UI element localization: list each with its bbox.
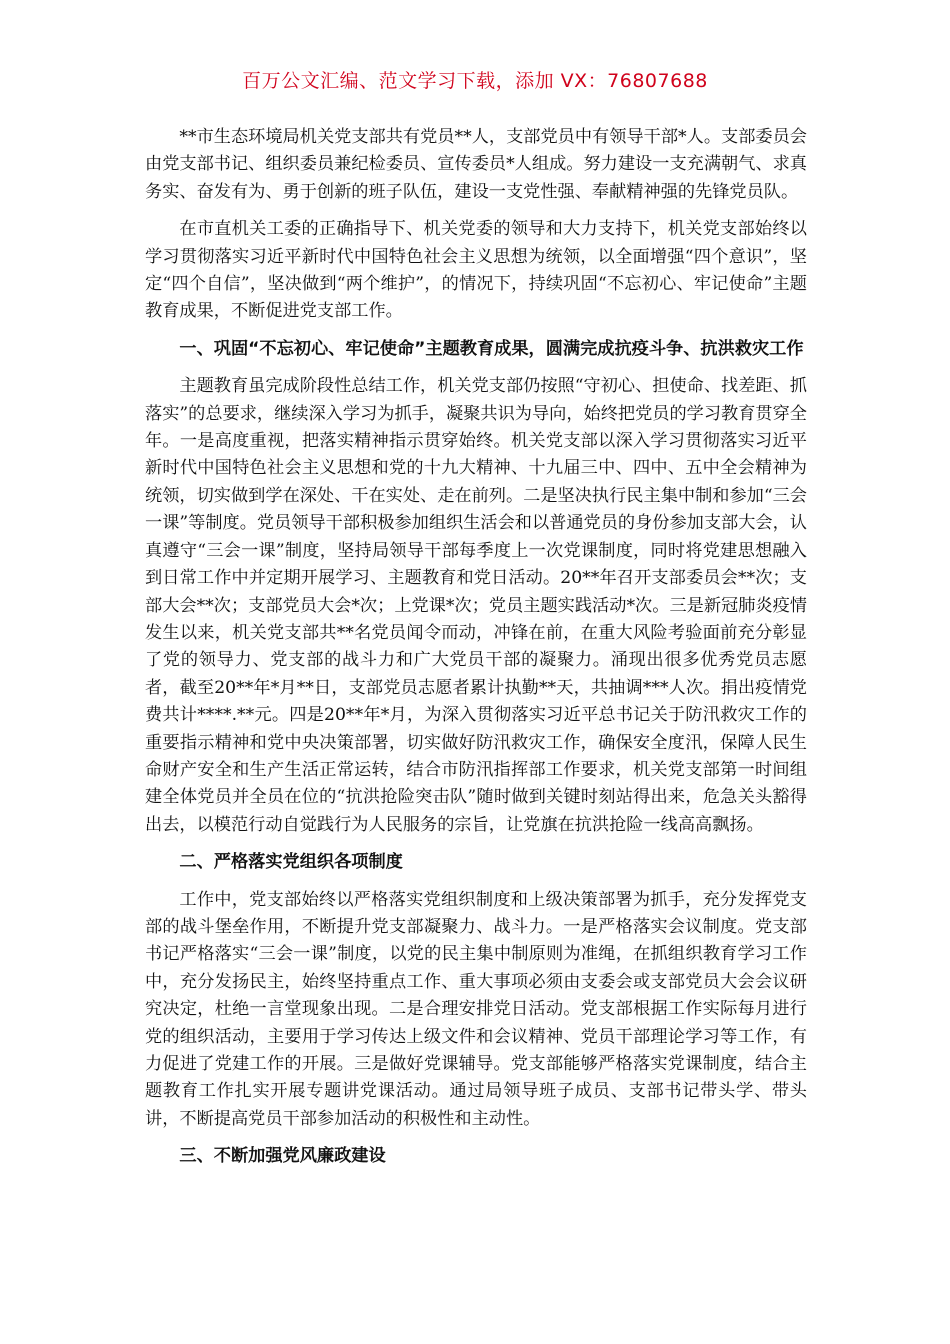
- section-2-body: 工作中，党支部始终以严格落实党组织制度和上级决策部署为抓手，充分发挥党支部的战斗堡垒作用，不断提升党支部凝聚力、战斗力。一是严格落实会议制度。党支部书记严格落实“三会一课”制度，以党的民主集中制原则为准绳，在抓组织教育学习工作中，充分发扬民主，始终坚持重点工作、重大事项必须由支委会或支部党员大会会议研究决定，杜绝一言堂现象出现。二是合理安排党日活动。党支部根据工作实际每月进行党的组织活动，主要用于学习传达上级文件和会议精神、党员干部理论学习等工作，有力促进了党建工作的开展。三是做好党课辅导。党支部能够严格落实党课制度，结合主题教育工作扎实开展专题讲党课活动。通过局领导班子成员、支部书记带头学、带头讲，不断提高党员干部参加活动的积极性和主动性。: [145, 889, 807, 1129]
- context-paragraph: 在市直机关工委的正确指导下、机关党委的领导和大力支持下，机关党支部始终以学习贯彻落实习近平新时代中国特色社会主义思想为统领，以全面增强“四个意识”，坚定“四个自信”，坚决做到“两个维护”，的情况下，持续巩固“不忘初心、牢记使命”主题教育成果，不断促进党支部工作。: [145, 219, 807, 322]
- watermark-header: 百万公文汇编、范文学习下载，添加 VX：76807688: [242, 70, 708, 92]
- intro-paragraph: **市生态环境局机关党支部共有党员**人，支部党员中有领导干部*人。支部委员会由党支部书记、组织委员兼纪检委员、宣传委员*人组成。努力建设一支充满朝气、求真务实、奋发有为、勇于创新的班子队伍，建设一支党性强、奉献精神强的先锋党员队。: [145, 127, 807, 202]
- section-1-body: 主题教育虽完成阶段性总结工作，机关党支部仍按照“守初心、担使命、找差距、抓落实”的总要求，继续深入学习为抓手，凝聚共识为导向，始终把党员的学习教育贯穿全年。一是高度重视，把落实精神指示贯穿始终。机关党支部以深入学习贯彻落实习近平新时代中国特色社会主义思想和党的十九大精神、十九届三中、四中、五中全会精神为统领，切实做到学在深处、干在实处、走在前列。二是坚决执行民主集中制和参加“三会一课”等制度。党员领导干部积极参加组织生活会和以普通党员的身份参加支部大会，认真遵守“三会一课”制度，坚持局领导干部每季度上一次党课制度，同时将党建思想融入到日常工作中并定期开展学习、主题教育和党日活动。20**年召开支部委员会**次；支部大会**次；支部党员大会*次；上党课*次；党员主题实践活动*次。三是新冠肺炎疫情发生以来，机关党支部共**名党员闻令而动，冲锋在前，在重大风险考验面前充分彰显了党的领导力、党支部的战斗力和广大党员干部的凝聚力。涌现出很多优秀党员志愿者，截至20**年*月**日，支部党员志愿者累计执勤**天，共抽调***人次。捐出疫情党费共计****.**元。四是20**年*月，为深入贯彻落实习近平总书记关于防汛救灾工作的重要指示精神和党中央决策部署，切实做好防汛救灾工作，确保安全度汛，保障人民生命财产安全和生产生活正常运转，结合市防汛指挥部工作要求，机关党支部第一时间组建全体党员并全员在位的“抗洪抢险突击队”随时做到关键时刻站得出来，危急关头豁得出去，以模范行动自觉践行为人民服务的宗旨，让党旗在抗洪抢险一线高高飘扬。: [145, 376, 807, 835]
- document-body: [145, 124, 807, 1181]
- section-3-heading: 三、不断加强党风廉政建设: [179, 1146, 386, 1167]
- section-1-heading: 一、巩固“不忘初心、牢记使命”主题教育成果，圆满完成抗疫斗争、抗洪救灾工作: [179, 338, 804, 359]
- section-2-heading: 二、严格落实党组织各项制度: [179, 852, 403, 873]
